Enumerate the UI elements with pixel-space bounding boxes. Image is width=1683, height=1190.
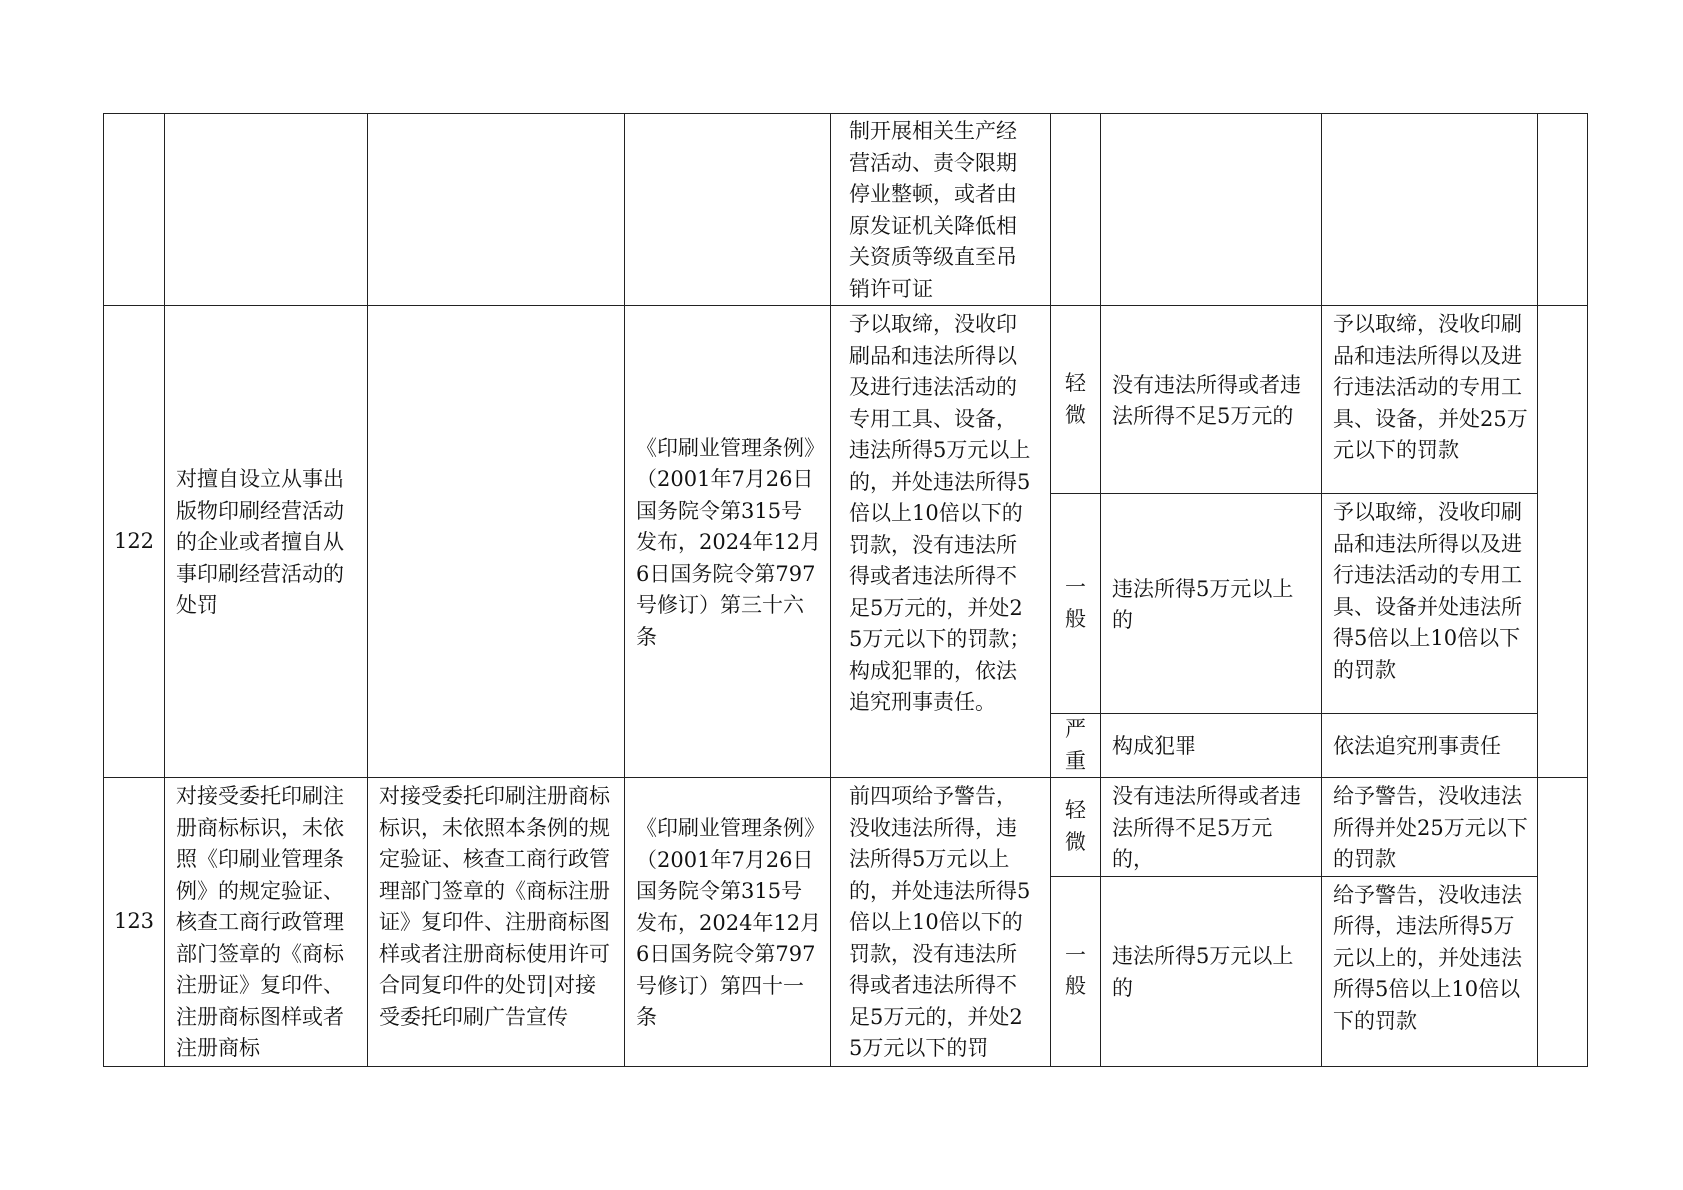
cell-circumstance: 没有违法所得或者违法所得不足5万元的， [1101,778,1322,877]
cell-remark [1538,114,1588,306]
cell-number: 123 [104,778,165,1067]
cell-standard: 给予警告，没收违法所得并处25万元以下的罚款 [1322,778,1538,877]
table-row-123 [104,778,1588,877]
penalty-discretion-table [103,113,1588,1067]
cell-item-name: 对接受委托印刷注册商标标识，未依照《印刷业管理条例》的规定验证、核查工商行政管理部门签章的《商标注册证》复印件、注册商标图样或者注册商标 [165,778,368,1067]
cell-circumstance: 违法所得5万元以上的 [1101,876,1322,1066]
cell-remark [1538,778,1588,1067]
cell-item-name [165,114,368,306]
cell-standard: 依法追究刑事责任 [1322,714,1538,778]
cell-legal-basis [625,114,831,306]
cell-standard: 予以取缔，没收印刷品和违法所得以及进行违法活动的专用工具、设备，并处25万元以下的罚款 [1322,306,1538,494]
cell-number [104,114,165,306]
cell-level: 一般 [1051,876,1101,1066]
cell-legal-basis: 《印刷业管理条例》（2001年7月26日国务院令第315号发布，2024年12月6日国务院令第797号修订）第四十一条 [625,778,831,1067]
cell-number: 122 [104,306,165,778]
cell-circumstance: 没有违法所得或者违法所得不足5万元的 [1101,306,1322,494]
cell-level: 轻微 [1051,778,1101,877]
cell-circumstance [1101,114,1322,306]
cell-penalty-provision: 制开展相关生产经营活动、责令限期停业整顿，或者由原发证机关降低相关资质等级直至吊销许可证 [831,114,1051,306]
cell-standard: 予以取缔，没收印刷品和违法所得以及进行违法活动的专用工具、设备并处违法所得5倍以上10倍以下的罚款 [1322,494,1538,714]
cell-sub-item [368,306,625,778]
cell-remark [1538,306,1588,778]
cell-legal-basis: 《印刷业管理条例》（2001年7月26日国务院令第315号发布，2024年12月6日国务院令第797号修订）第三十六条 [625,306,831,778]
cell-circumstance: 构成犯罪 [1101,714,1322,778]
cell-sub-item: 对接受委托印刷注册商标标识，未依照本条例的规定验证、核查工商行政管理部门签章的《商标注册证》复印件、注册商标图样或者注册商标使用许可合同复印件的处罚|对接受委托印刷广告宣传 [368,778,625,1067]
cell-level: 严重 [1051,714,1101,778]
cell-penalty-provision: 前四项给予警告，没收违法所得，违法所得5万元以上的，并处违法所得5倍以上10倍以下的罚款，没有违法所得或者违法所得不足5万元的，并处25万元以下的罚 [831,778,1051,1067]
cell-level: 一般 [1051,494,1101,714]
cell-standard [1322,114,1538,306]
cell-sub-item [368,114,625,306]
table-row-continuation [104,114,1588,306]
cell-item-name: 对擅自设立从事出版物印刷经营活动的企业或者擅自从事印刷经营活动的处罚 [165,306,368,778]
cell-level: 轻微 [1051,306,1101,494]
cell-level [1051,114,1101,306]
cell-standard: 给予警告，没收违法所得，违法所得5万元以上的，并处违法所得5倍以上10倍以下的罚款 [1322,876,1538,1066]
cell-circumstance: 违法所得5万元以上的 [1101,494,1322,714]
cell-penalty-provision: 予以取缔，没收印刷品和违法所得以及进行违法活动的专用工具、设备，违法所得5万元以上的，并处违法所得5倍以上10倍以下的罚款，没有违法所得或者违法所得不足5万元的，并处25万元以下的罚款；构成犯罪的，依法追究刑事责任。 [831,306,1051,778]
table-row-122 [104,306,1588,494]
